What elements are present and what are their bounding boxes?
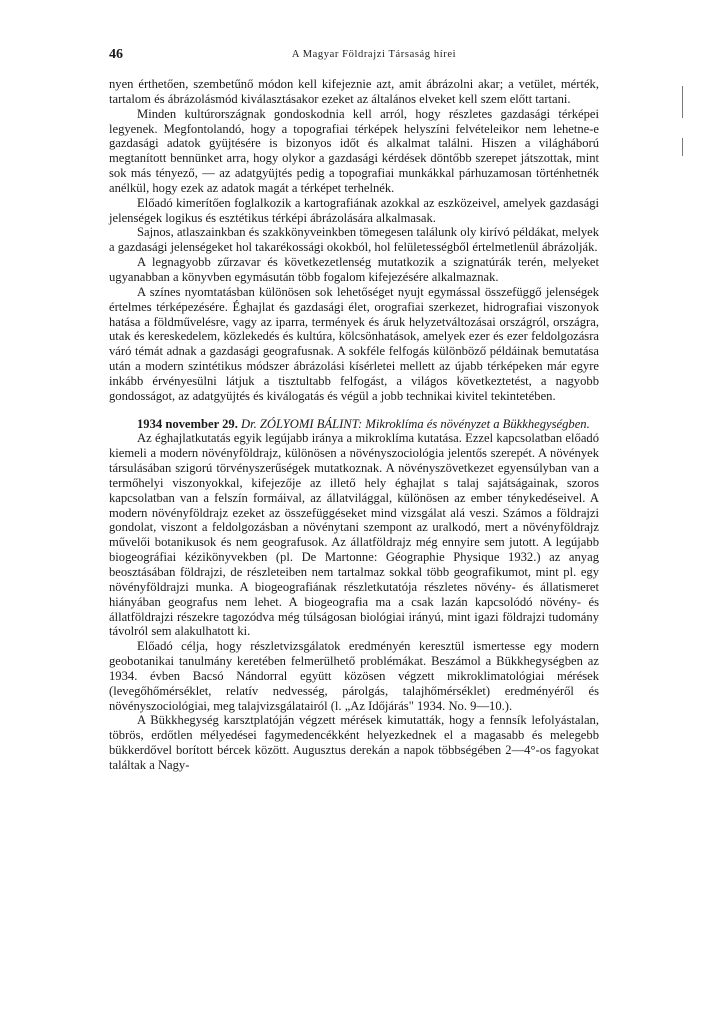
paragraph: Az éghajlatkutatás egyik legújabb iránya a mikroklíma kutatása. Ezzel kapcsolatban előadó kiemeli a modern növényföldrajz, különösen a növényszociológia jelentős szerepét. A növények társulásában szigorú törvényszerűségek mutatkoznak. A növényszövetkezet egyensúlyban van a termőhelyi viszonyokkal, kifejezője az illető hely éghajlat s talaj sajátságainak, szoros kapcsolatban van a felszín formáival, az állatvilággal, különösen az ember ténykedéseivel. A modern növényföldrajz ezeket az összefüggéseket mind vizsgálat alá veszi. Számos a földrajzi gondolat, viszont a feldolgozásban a növénytani szempont az uralkodó, mert a növényföldrajz művelői botanikusok és nem geografusok. Az állatföldrajz még ennyire sem jutott. A legújabb biogeográfiai kézikönyvekben (pl. De Martonne: Géographie Physique 1932.) az anyag beosztásában földrajzi, de részleteiben nem tartalmaz sokkal több geografikumot, mint pl. egy növényföldrajzi munka. A biogeografiának részletkutatója részletes növény- és állatismeret hiányában geografus nem lehet. A biogeografia ma a csak lazán kapcsolódó növény- és állatföldrajzi részekre tagozódva még túlságosan biológiai irányú, mint igazi földrajzi tudomány távolról sem alakulhatott ki. [109, 431, 599, 639]
running-title: A Magyar Földrajzi Társaság hírei [291, 49, 457, 60]
paragraph: A legnagyobb zűrzavar és következetlenség mutatkozik a szignatúrák terén, melyeket ugyanabban a könyvben egymásután több fogalom kifejezésére alkalmaznak. [109, 255, 599, 284]
paragraph: Előadó kimerítően foglalkozik a kartografiának azokkal az eszközeivel, amelyek gazdasági jelenségek logikus és esztétikus térképi ábrázolására alkalmasak. [109, 195, 599, 225]
paragraph: Előadó célja, hogy részletvizsgálatok eredményén keresztül ismertesse egy modern geobotanikai tanulmány keretében felmerülhető problémákat. Beszámol a Bükkhegységben az 1934. évben Bacsó Nándorral együtt közösen végzett mikroklimatológiai mérések (levegőhőmérséklet, relatív nedvesség, párolgás, talajhőmérséklet) eredményéről és növényszociológiai, meg talajvizsgálatairól (l. „Az Időjárás" 1934. No. 9—10.). [109, 639, 599, 713]
paragraph: A színes nyomtatásban különösen sok lehetőséget nyujt egymással összefüggő jelenségek értelmes térképezésére. Éghajlat és gazdasági élet, orografiai szerkezet, hidrografiai viszonyok hatása a földművelésre, vagy az iparra, termények és áruk helyzetváltozásai országról, országra, utak és kereskedelem, közlekedés és kultúra, kölcsönhatások, amelyek ezer és ezer feldolgozásra váró témát adnak a gazdasági geografusnak. A sokféle felfogás különböző példáinak bemutatása után a modern szintétikus módszer ábrázolási kísérletei mellett az újabb térképeken már egyre inkább érvényesülni látjuk a tisztultabb felfogást, a világos következtetést, a nagyobb gondosságot, az adatgyüjtés és kiválogatás és végül a jobb technikai kivitel tekintetében. [109, 284, 599, 403]
paragraph: A Bükkhegység karsztplatóján végzett mérések kimutatták, hogy a fennsík lefolyástalan, töbrös, erdőtlen mélyedései fagymedencékként helyezkednek el a magasabb és melegebb bükkerdővel borított bércek között. Augusztus derekán a napok többségében 2—4°-os fagyokat találtak a Nagy- [109, 713, 599, 772]
margin-mark [682, 138, 683, 156]
paragraph: Sajnos, atlaszainkban és szakkönyveinkben tömegesen találunk oly kirívó példákat, melyek a gazdasági jelenségeket hol takarékossági okokból, hol felületességből értelmetlenül ábrázolják. [109, 225, 599, 255]
lecture-title: Mikroklíma és növényzet a Bükkhegységben. [365, 416, 590, 431]
lecture-heading [109, 417, 599, 432]
page-number: 46 [109, 47, 123, 62]
body-text [109, 77, 599, 773]
paragraph: Minden kultúrországnak gondoskodnia kell arról, hogy részletes gazdasági térképei legyenek. Megfontolandó, hogy a topografiai térképek helyszíni felvételeikor nem lehetne-e gazdasági adatok gyüjtésére is bizonyos időt és alkalmat találni. Hiszen a világháború megtanított bennünket arra, hogy olykor a gazdasági kérdések döntőbb szerepet játszottak, mint sok más tényező, — az adatgyüjtés pedig a topografiai munkákkal párhuzamosan történhetnék anélkül, hogy ezek az adatok magát a térképet terhelnék. [109, 106, 599, 195]
lecture-date: 1934 november 29. [137, 416, 238, 431]
paragraph: nyen érthetően, szembetűnő módon kell kifejeznie azt, amit ábrázolni akar; a vetület, mérték, tartalom és ábrázolásmód kiválasztásakor ezeket az általános elveket kell szem előtt tartani. [109, 77, 599, 106]
lecture-author: Dr. ZÓLYOMI BÁLINT: [241, 416, 363, 431]
margin-mark [682, 86, 683, 118]
